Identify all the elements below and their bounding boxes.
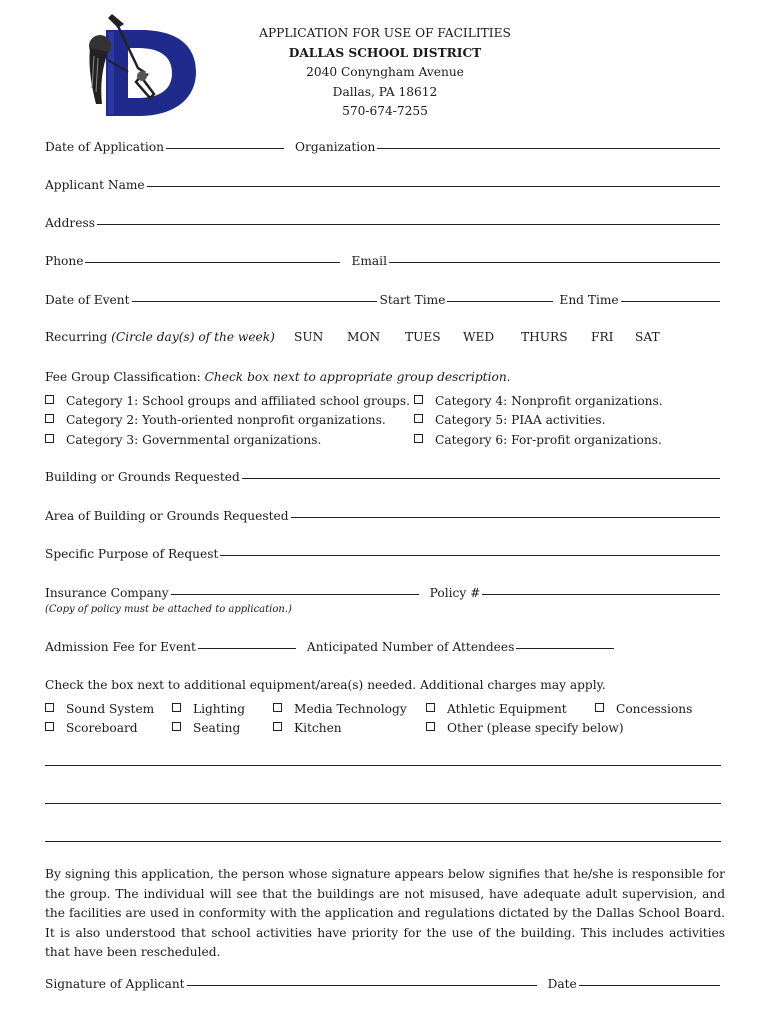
policy-label: Policy # bbox=[429, 586, 481, 600]
row-applicant bbox=[45, 178, 723, 192]
checkbox[interactable] bbox=[414, 434, 423, 443]
equip-sound-system[interactable]: Sound System bbox=[45, 702, 154, 716]
building-field[interactable] bbox=[242, 478, 720, 479]
row-admission bbox=[45, 640, 723, 654]
row-date-org bbox=[45, 140, 723, 154]
date-of-application-field[interactable] bbox=[166, 148, 284, 149]
area-field[interactable] bbox=[291, 517, 720, 518]
row-insurance bbox=[45, 586, 723, 600]
equip-lighting[interactable]: Lighting bbox=[172, 702, 245, 716]
district-city: Dallas, PA 18612 bbox=[332, 84, 438, 99]
address-label: Address bbox=[45, 216, 95, 230]
form-title: APPLICATION FOR USE OF FACILITIES bbox=[259, 26, 511, 40]
organization-field[interactable] bbox=[377, 148, 720, 149]
dallas-mountaineer-logo bbox=[78, 8, 200, 120]
row-event-times bbox=[45, 293, 723, 307]
equipment-heading: Check the box next to additional equipment/area(s) needed. Additional charges may apply. bbox=[45, 678, 606, 692]
day-fri[interactable]: FRI bbox=[591, 330, 614, 344]
day-sat[interactable]: SAT bbox=[635, 330, 660, 344]
area-label: Area of Building or Grounds Requested bbox=[45, 509, 289, 523]
checkbox[interactable] bbox=[45, 414, 54, 423]
applicant-name-label: Applicant Name bbox=[45, 178, 145, 192]
signature-field[interactable] bbox=[187, 985, 537, 986]
checkbox[interactable] bbox=[426, 722, 435, 731]
checkbox[interactable] bbox=[45, 722, 54, 731]
address-field[interactable] bbox=[97, 224, 720, 225]
equip-scoreboard[interactable]: Scoreboard bbox=[45, 721, 138, 735]
row-building bbox=[45, 470, 723, 484]
fee-category-3[interactable]: Category 3: Governmental organizations. bbox=[45, 433, 321, 447]
email-label: Email bbox=[351, 254, 387, 268]
date-of-application-label: Date of Application bbox=[45, 140, 165, 154]
phone-field[interactable] bbox=[85, 262, 340, 263]
fee-category-6[interactable]: Category 6: For-profit organizations. bbox=[414, 433, 662, 447]
insurance-label: Insurance Company bbox=[45, 586, 169, 600]
row-purpose bbox=[45, 547, 723, 561]
purpose-field[interactable] bbox=[220, 555, 720, 556]
other-specify-line-2[interactable] bbox=[45, 803, 721, 804]
responsibility-statement: By signing this application, the person whose signature appears below signifies that he/she is responsible for the group. The individual will see that the buildings are not misused, have adequate adult supervision, and the facilities are used in conformity with the application and regulations dictated by the Dallas School Board. It is also understood that school activities have priority for the use of the building. This includes activities that have been rescheduled. bbox=[45, 867, 725, 959]
row-area bbox=[45, 509, 723, 523]
checkbox[interactable] bbox=[45, 395, 54, 404]
district-street: 2040 Conyngham Avenue bbox=[306, 65, 464, 79]
equip-athletic-equipment[interactable]: Athletic Equipment bbox=[426, 702, 567, 716]
row-signature bbox=[45, 977, 723, 991]
checkbox[interactable] bbox=[414, 395, 423, 404]
date-label: Date bbox=[547, 977, 577, 991]
date-field[interactable] bbox=[579, 985, 720, 986]
checkbox[interactable] bbox=[273, 703, 282, 712]
day-sun[interactable]: SUN bbox=[294, 330, 324, 344]
fee-category-2[interactable]: Category 2: Youth-oriented nonprofit organizations. bbox=[45, 413, 386, 427]
start-time-label: Start Time bbox=[379, 293, 446, 307]
building-label: Building or Grounds Requested bbox=[45, 470, 240, 484]
policy-note: (Copy of policy must be attached to application.) bbox=[45, 604, 292, 615]
checkbox[interactable] bbox=[595, 703, 604, 712]
equip-kitchen[interactable]: Kitchen bbox=[273, 721, 342, 735]
date-of-event-field[interactable] bbox=[132, 301, 377, 302]
checkbox[interactable] bbox=[45, 434, 54, 443]
equip-media-technology[interactable]: Media Technology bbox=[273, 702, 407, 716]
checkbox[interactable] bbox=[414, 414, 423, 423]
signature-label: Signature of Applicant bbox=[45, 977, 185, 991]
email-field[interactable] bbox=[389, 262, 720, 263]
attendees-label: Anticipated Number of Attendees bbox=[306, 640, 515, 654]
fee-category-5[interactable]: Category 5: PIAA activities. bbox=[414, 413, 605, 427]
applicant-name-field[interactable] bbox=[147, 186, 720, 187]
equip-other[interactable]: Other (please specify below) bbox=[426, 721, 624, 735]
phone-label: Phone bbox=[45, 254, 84, 268]
start-time-field[interactable] bbox=[447, 301, 553, 302]
checkbox[interactable] bbox=[45, 703, 54, 712]
insurance-field[interactable] bbox=[171, 594, 419, 595]
policy-field[interactable] bbox=[482, 594, 720, 595]
admission-fee-field[interactable] bbox=[198, 648, 296, 649]
checkbox[interactable] bbox=[172, 703, 181, 712]
end-time-field[interactable] bbox=[621, 301, 720, 302]
district-name: DALLAS SCHOOL DISTRICT bbox=[288, 45, 482, 60]
end-time-label: End Time bbox=[559, 293, 619, 307]
fee-category-4[interactable]: Category 4: Nonprofit organizations. bbox=[414, 394, 663, 408]
row-phone-email bbox=[45, 254, 723, 268]
day-mon[interactable]: MON bbox=[347, 330, 381, 344]
day-thurs[interactable]: THURS bbox=[521, 330, 568, 344]
checkbox[interactable] bbox=[172, 722, 181, 731]
organization-label: Organization bbox=[295, 140, 376, 154]
checkbox[interactable] bbox=[426, 703, 435, 712]
row-address bbox=[45, 216, 723, 230]
equip-concessions[interactable]: Concessions bbox=[595, 702, 692, 716]
other-specify-line-3[interactable] bbox=[45, 841, 721, 842]
district-phone: 570-674-7255 bbox=[342, 104, 428, 118]
date-of-event-label: Date of Event bbox=[45, 293, 130, 307]
day-wed[interactable]: WED bbox=[463, 330, 495, 344]
purpose-label: Specific Purpose of Request bbox=[45, 547, 219, 561]
fee-group-heading: Fee Group Classification: Check box next to appropriate group description. bbox=[45, 370, 511, 384]
equip-seating[interactable]: Seating bbox=[172, 721, 240, 735]
fee-category-1[interactable]: Category 1: School groups and affiliated school groups. bbox=[45, 394, 410, 408]
recurring-label: Recurring (Circle day(s) of the week) bbox=[45, 330, 275, 344]
checkbox[interactable] bbox=[273, 722, 282, 731]
form-header bbox=[200, 24, 570, 122]
day-tues[interactable]: TUES bbox=[405, 330, 441, 344]
other-specify-line-1[interactable] bbox=[45, 765, 721, 766]
attendees-field[interactable] bbox=[516, 648, 614, 649]
admission-fee-label: Admission Fee for Event bbox=[45, 640, 196, 654]
